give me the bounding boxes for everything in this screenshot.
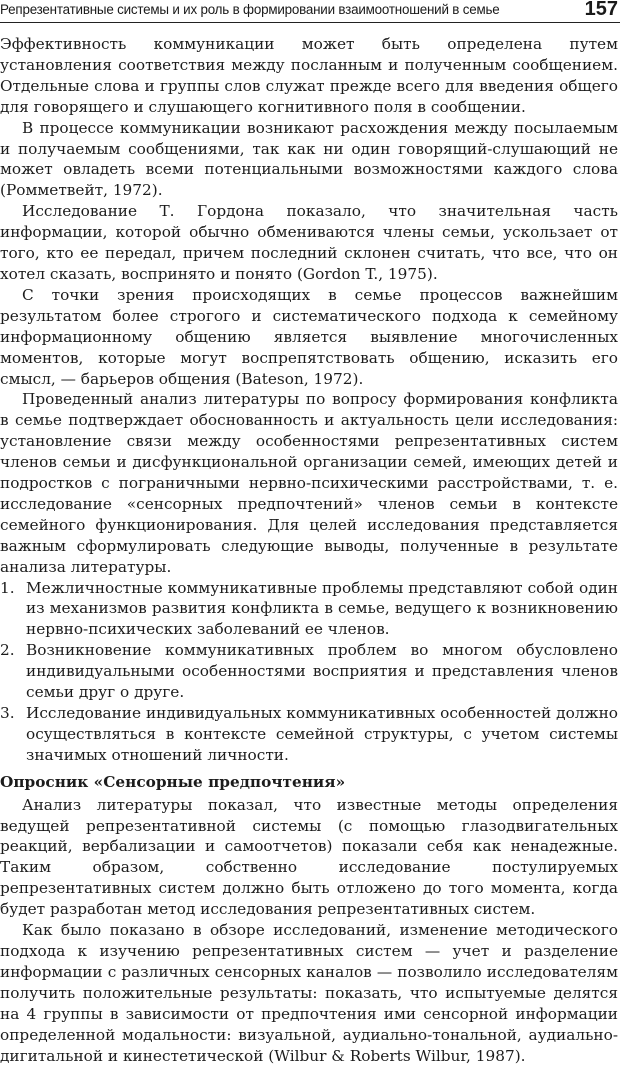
paragraph: Проведенный анализ литературы по вопросу формирования конфликта в семье подтверждает обоснованность и актуальность цели исследования: установление связи между особенностями репрезентативных систем членов семьи и дисфункциональной организации семей, имеющих детей и подростков с пограничными нервно-психическими расстройствами, т. е. исследование «сенсорных предпочтений» членов семьи в контексте семейного функционирования. Для целей исследования представляется важным сформулировать следующие выводы, полученные в результате анализа литературы. (0, 390, 618, 576)
list-item-number: 3. (0, 704, 15, 722)
paragraph: В процессе коммуникации возникают расхождения между посылаемым и получаемым сообщениями, так как ни один говорящий-слушающий не может овладеть всеми потенциальными возможностями каждого слова (Ромметвейт, 1972). (0, 118, 618, 200)
list-item-text: Возникновение коммуникативных проблем во многом обусловлено индивидуальными особенностями восприятия и представления членов семьи друг о друге. (26, 641, 618, 702)
list-item-text: Исследование индивидуальных коммуникативных особенностей должно осуществляться в контексте семейной структуры, с учетом системы значимых отношений личности. (26, 704, 618, 764)
paragraph: Как было показано в обзоре исследований, изменение методического подхода к изучению репрезентативных систем — учет и разделение информации с различных сенсорных каналов — позволило исследователям получить положительные результаты: показать, что испытуемые делятся на 4 группы в зависимости от предпочтения ими сенсорной информации определенной модальности: визуальной, аудиально-тональной, аудиально-дигитальной и кинестетической (Wilbur & Roberts Wilbur, 1987). (0, 921, 618, 1065)
running-head (0, 0, 620, 23)
list-item (0, 640, 618, 703)
running-title: Репрезентативные системы и их роль в формировании взаимоотношений в семье (0, 2, 500, 17)
list-item-number: 2. (0, 641, 15, 660)
list-item-text: Межличностные коммуникативные проблемы представляют собой один из механизмов развития конфликта в семье, ведущего к возникновению нервно-психических заболеваний ее членов. (26, 578, 618, 639)
page-number: 157 (584, 0, 618, 20)
list-item (0, 578, 618, 641)
list-item-number: 1. (0, 578, 15, 597)
list-item (0, 703, 618, 766)
paragraph: Анализ литературы показал, что известные методы определения ведущей репрезентативной системы (с помощью глазодвигательных реакций, вербализации и самоотчетов) показали себя как ненадежные. Таким образом, собственно исследование постулируемых репрезентативных систем должно быть отложено до того момента, когда будет разработан метод исследования репрезентативных систем. (0, 795, 618, 919)
section-heading: Опросник «Сенсорные предпочтения» (0, 772, 346, 791)
paragraph: Эффективность коммуникации может быть определена путем установления соответствия между посланным и полученным сообщением. Отдельные слова и группы слов служат прежде всего для введения общего для говорящего и слушающего когнитивного поля в сообщении. (0, 35, 618, 116)
paragraph: Исследование Т. Гордона показало, что значительная часть информации, которой обычно обмениваются члены семьи, ускользает от того, кто ее передал, причем последний склонен считать, что все, что он хотел сказать, воспринято и понято (Gordon T., 1975). (0, 202, 618, 283)
conclusions-list (0, 578, 618, 766)
paragraph: С точки зрения происходящих в семье процессов важнейшим результатом более строгого и систематического подхода к семейному информационному общению является выявление многочисленных моментов, которые могут воспрепятствовать общению, исказить его смысл, — барьеров общения (Bateson, 1972). (0, 285, 618, 388)
body-text (0, 34, 618, 1066)
